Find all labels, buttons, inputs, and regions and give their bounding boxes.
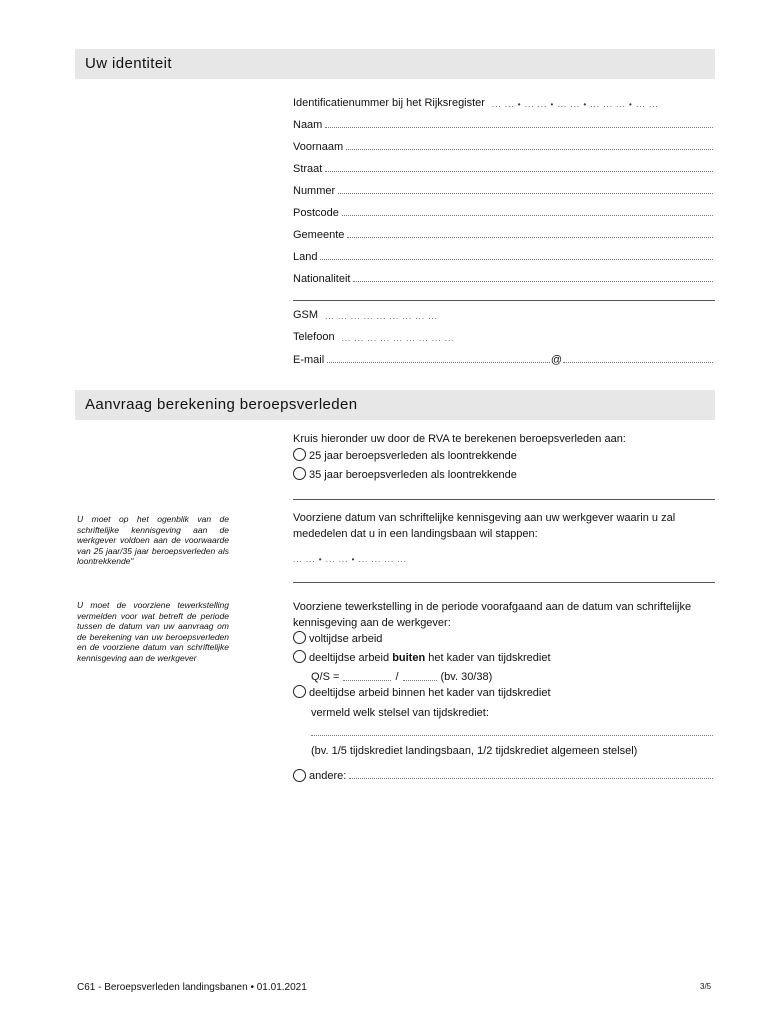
field-label: Naam [293,119,323,131]
option-25-jaar[interactable] [293,448,517,464]
telefoon-mask: ... ... ... ... ... ... ... ... ... [341,334,455,343]
qs-field[interactable] [311,669,492,685]
footer-form-id: C61 - Beroepsverleden landingsbanen • 01.01.2021 [77,982,307,993]
field-label: Voornaam [293,141,344,153]
field-label: Nationaliteit [293,273,351,285]
field-label: Nummer [293,185,336,197]
field-label: Gemeente [293,229,345,241]
radio-icon[interactable] [293,467,306,480]
stelsel-prompt: vermeld welk stelsel van tijdskrediet: [311,707,489,719]
radio-icon[interactable] [293,448,306,461]
qs-example: (bv. 30/38) [440,671,493,683]
land-field[interactable] [293,247,713,263]
email-label: E-mail [293,354,325,366]
radio-icon[interactable] [293,685,306,698]
option-25-label: 25 jaar beroepsverleden als loontrekkende [309,450,517,462]
email-at: @ [550,354,562,366]
qs-label: Q/S = [311,671,340,683]
andere-label: andere: [309,770,347,782]
nummer-field[interactable] [293,181,713,197]
rijksregister-label: Identificatienummer bij het Rijksregister [293,97,485,109]
email-field[interactable] [293,350,713,366]
datum-input[interactable] [293,551,407,568]
qs-slash: / [395,671,399,683]
qs-s-input[interactable] [403,680,437,681]
option-voltijds[interactable] [293,631,382,647]
page-number: 3/5 [700,982,712,991]
option-deeltijds-buiten[interactable] [293,650,551,666]
tewerk-text: Voorziene tewerkstelling in de periode voorafgaand aan de datum van schriftelijke kennisgeving aan de werkgever: [293,601,692,629]
field-label: Postcode [293,207,339,219]
field-label: Land [293,251,318,263]
qs-q-input[interactable] [343,680,391,681]
voornaam-field[interactable] [293,137,713,153]
section-header-identiteit: Uw identiteit [75,49,715,79]
stelsel-example: (bv. 1/5 tijdskrediet landingsbaan, 1/2 tijdskrediet algemeen stelsel) [311,745,638,757]
gsm-label: GSM [293,309,319,321]
radio-icon[interactable] [293,631,306,644]
intro-text: Kruis hieronder uw door de RVA te berekenen beroepsverleden aan: [293,433,626,445]
option-deeltijds-binnen[interactable] [293,685,551,701]
straat-field[interactable] [293,159,713,175]
gemeente-field[interactable] [293,225,713,241]
note-beroepsverleden: U moet op het ogenblik van de schriftelijke kennisgeving aan de werkgever voldoen aan de voorwaarde van 25 jaar/35 jaar beroepsverleden als loontrekkende" [77,514,229,566]
deeltijds-binnen-label: deeltijdse arbeid binnen het kader van tijdskrediet [309,687,551,699]
datum-text: Voorziene datum van schriftelijke kennisgeving aan uw werkgever waarin u zal mededelen dat u in een landingsbaan wil stappen: [293,512,676,540]
divider [293,300,715,301]
gsm-field[interactable] [293,305,713,321]
postcode-field[interactable] [293,203,713,219]
option-andere[interactable] [293,766,713,782]
radio-icon[interactable] [293,769,306,782]
stelsel-input[interactable] [311,735,713,736]
deeltijds-post-label: het kader van tijdskrediet [428,652,551,664]
option-35-label: 35 jaar beroepsverleden als loontrekkende [309,469,517,481]
datum-mask: ... ... • ... ... • ... ... ... ... [293,555,407,564]
section-header-aanvraag: Aanvraag berekening beroepsverleden [75,390,715,420]
naam-field[interactable] [293,115,713,131]
divider [293,582,715,583]
telefoon-label: Telefoon [293,331,335,343]
telefoon-field[interactable] [293,327,713,343]
rijksregister-mask: ... ... • ... ... • ... ... • ... ... ... • ... ... [491,100,659,109]
deeltijds-bold-label: buiten [392,652,426,664]
gsm-mask: ... ... ... ... ... ... ... ... ... [325,312,438,321]
note-tewerkstelling: U moet de voorziene tewerkstelling vermelden voor wat betreft de periode tussen de datum van uw aanvraag om de berekening van uw beroepsverleden en de voorziene datum van schriftelijke kennisgeving aan de werkgever [77,600,229,663]
divider [293,499,715,500]
field-label: Straat [293,163,323,175]
radio-icon[interactable] [293,650,306,663]
deeltijds-pre-label: deeltijdse arbeid [309,652,390,664]
nationaliteit-field[interactable] [293,269,713,285]
option-35-jaar[interactable] [293,467,517,483]
voltijds-label: voltijdse arbeid [309,633,383,645]
rijksregister-field[interactable] [293,93,713,109]
